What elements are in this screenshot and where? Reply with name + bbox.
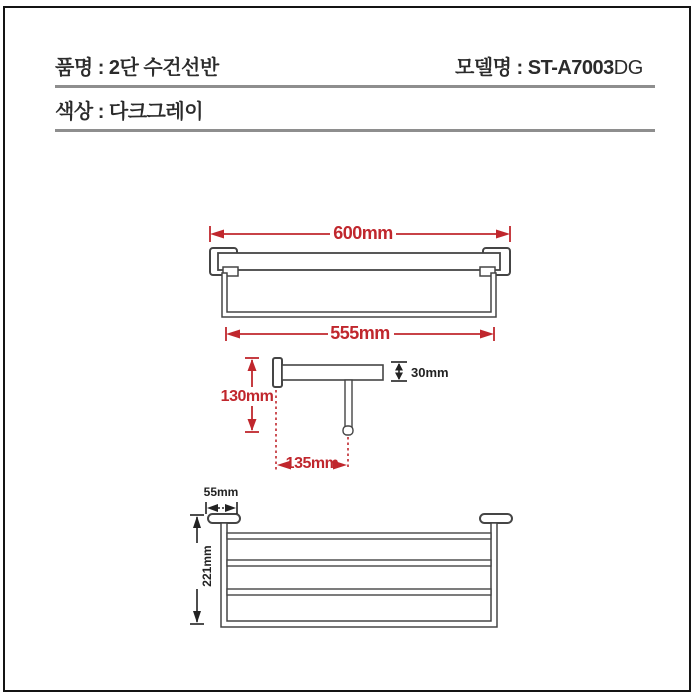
dim-overall-height-label: 221mm <box>200 545 214 587</box>
dim-bracket-depth-label: 55mm <box>203 485 239 499</box>
dim-arm-thickness-label: 30mm <box>411 365 449 380</box>
model-name-prefix: 모델명 : <box>455 57 528 79</box>
color-text: 색상 : 다크그레이 <box>55 101 204 123</box>
profile-shelf-bar-2 <box>227 560 491 566</box>
front-towel-bar <box>222 273 496 317</box>
dim-overall-width-label: 600mm <box>333 223 393 243</box>
front-view-drawing <box>210 248 510 317</box>
dim-drop-height-label: 130mm <box>220 388 274 405</box>
model-code-suffix: DG <box>613 57 643 79</box>
profile-shelf-bar-1 <box>227 533 491 539</box>
profile-shelf-bar-3 <box>227 589 491 595</box>
profile-view-drawing <box>208 514 512 627</box>
side-hanging-rod <box>345 380 352 427</box>
front-top-rail <box>218 253 500 270</box>
model-code: ST-A7003 <box>527 57 614 79</box>
side-view-drawing <box>273 358 383 435</box>
side-rod-cap <box>343 426 353 435</box>
product-name-text: 품명 : 2단 수건선반 <box>55 57 219 79</box>
profile-left-cap <box>208 514 240 523</box>
dim-depth-to-bar-label: 135mm <box>285 455 339 472</box>
side-arm <box>282 365 383 380</box>
profile-right-cap <box>480 514 512 523</box>
side-dim-30 <box>391 362 407 381</box>
side-wall-plate <box>273 358 282 387</box>
dim-bar-width-label: 555mm <box>330 323 390 343</box>
profile-dim-55 <box>206 502 237 514</box>
